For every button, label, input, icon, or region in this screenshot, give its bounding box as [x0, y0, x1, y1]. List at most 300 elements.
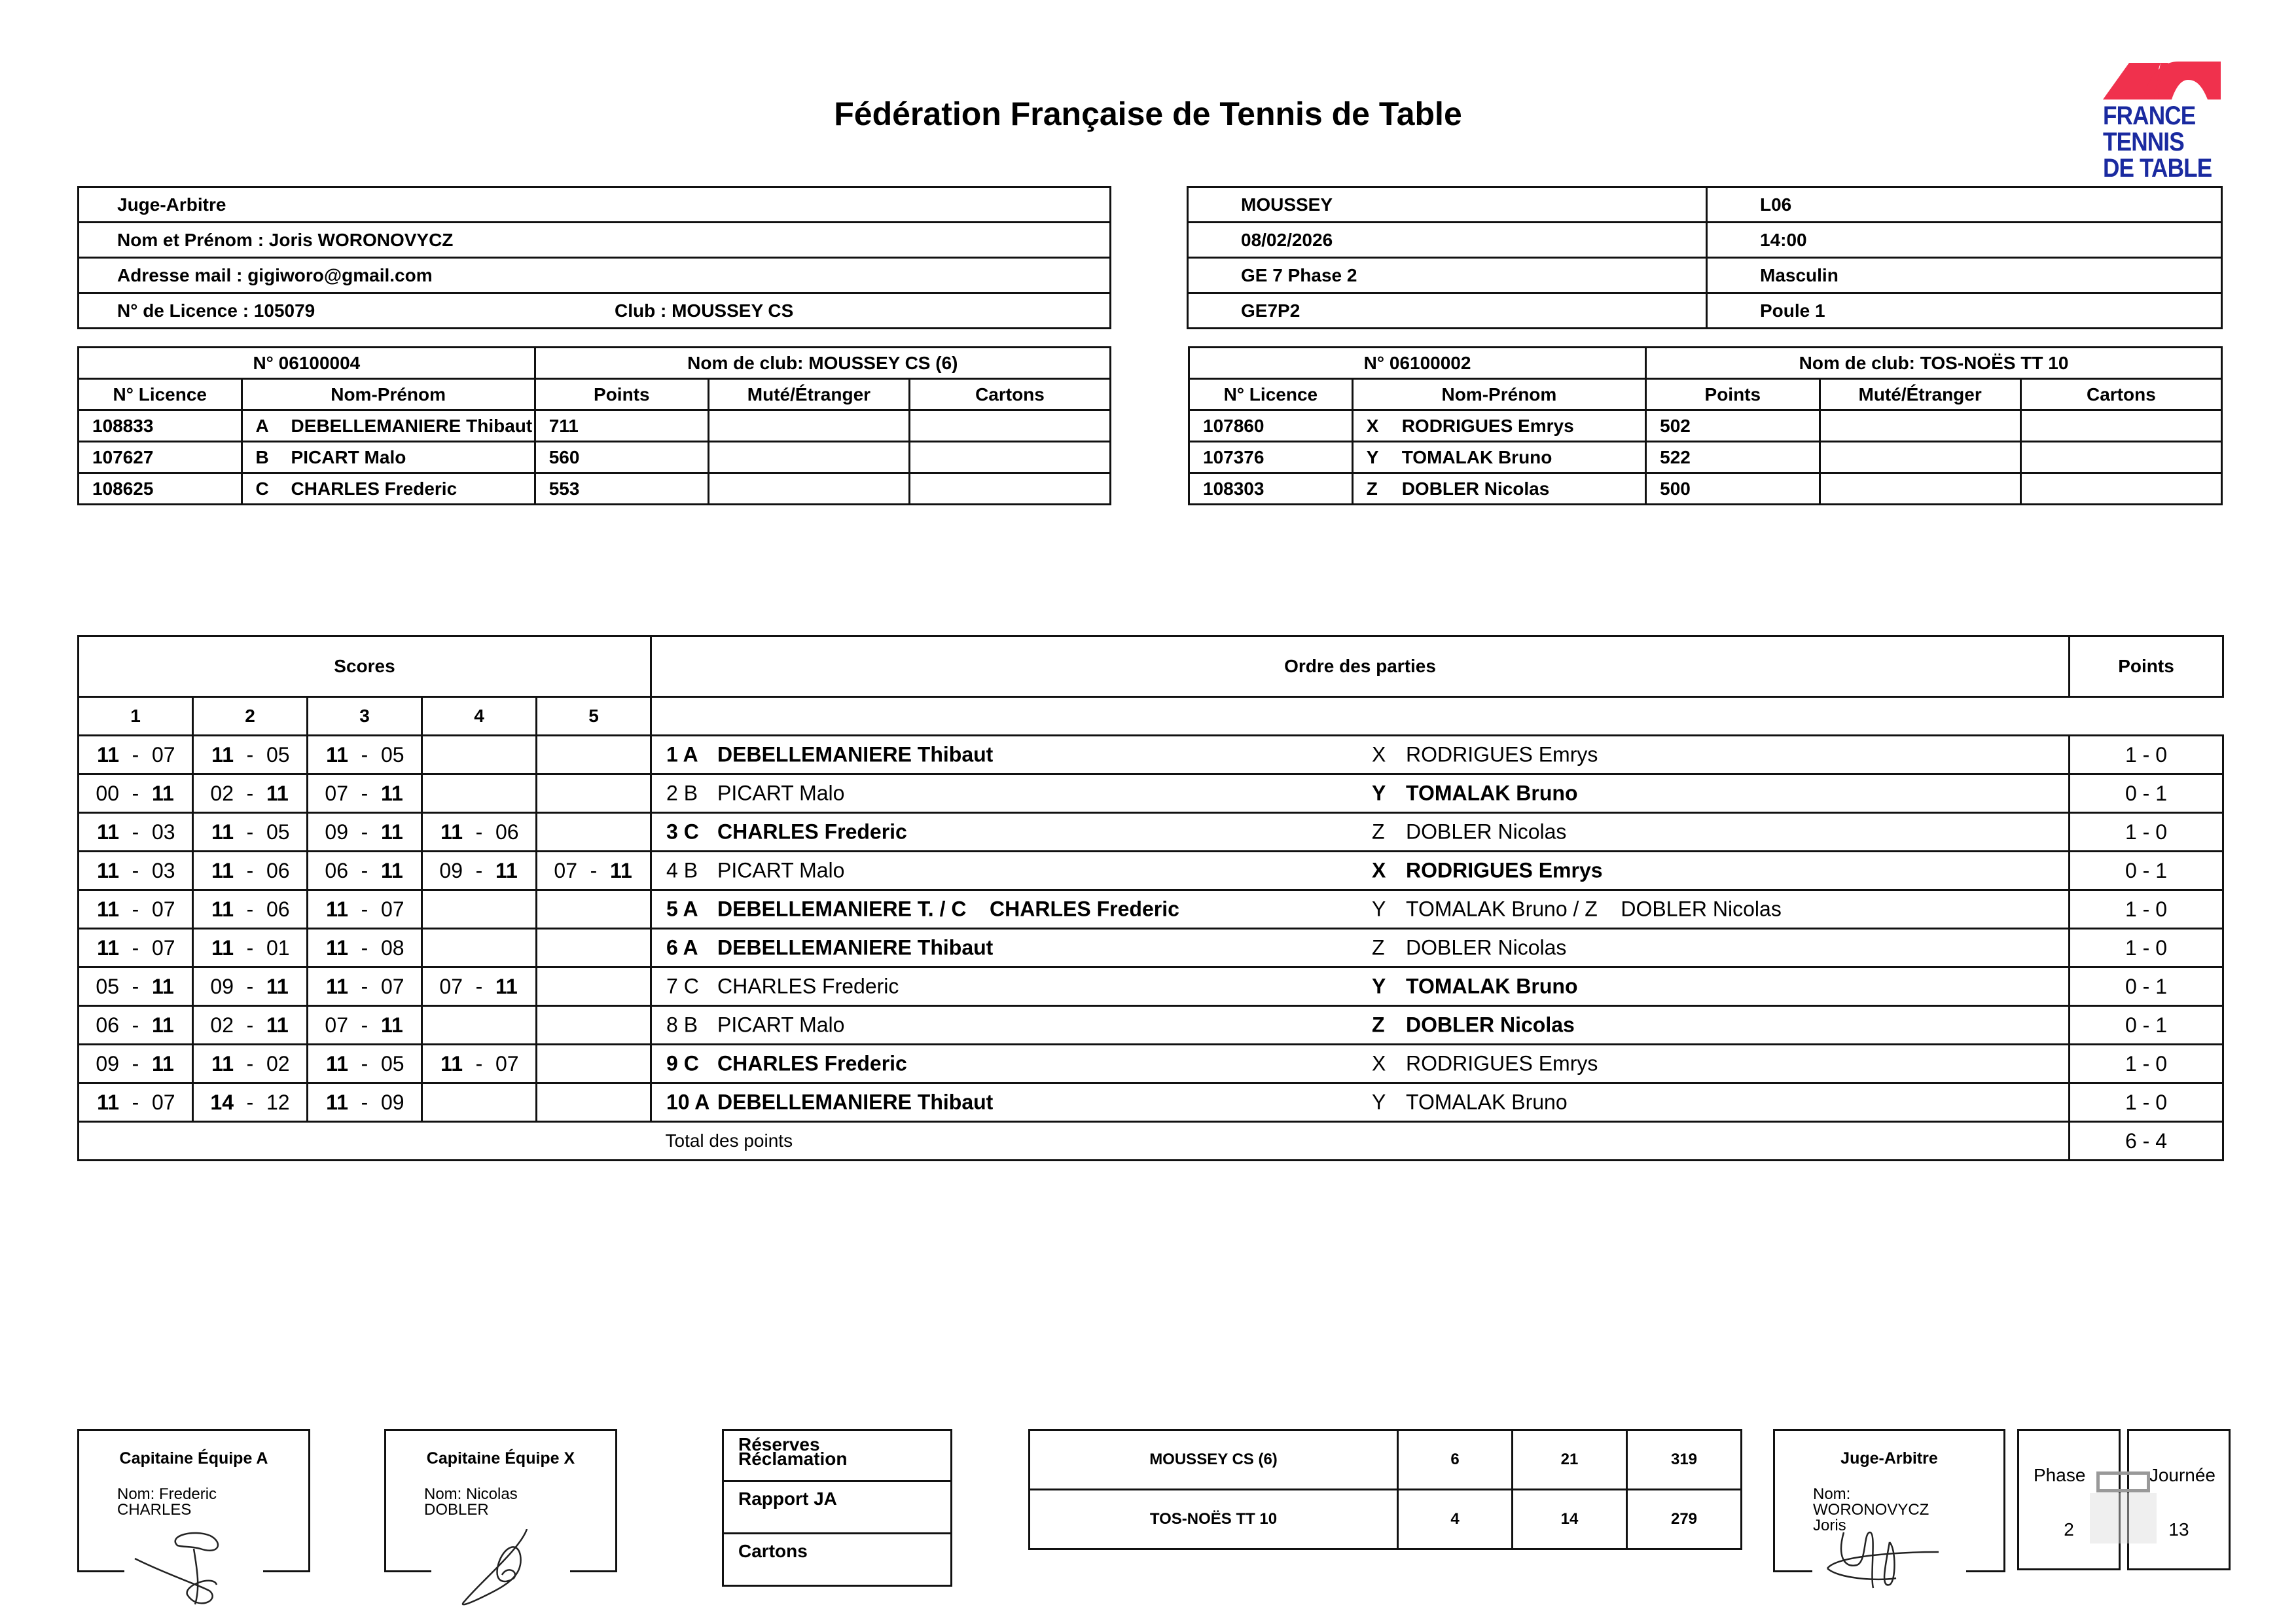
col-points: Points	[1646, 379, 1820, 410]
set-score-home: 09	[439, 858, 463, 882]
set-score	[79, 852, 193, 890]
game-home	[666, 1013, 844, 1038]
player-transfer	[708, 410, 909, 442]
set-score	[79, 813, 193, 852]
set-score	[193, 852, 308, 890]
home-player: CHARLES Frederic	[717, 974, 899, 998]
phase-label: Phase	[2034, 1465, 2086, 1485]
game-matchup	[651, 1006, 2070, 1045]
game-home	[666, 743, 993, 767]
set-score-away: 07	[152, 935, 175, 960]
game-number: 9 C	[666, 1051, 699, 1075]
set-score-home: 11	[97, 897, 119, 921]
referee-licence: N° de Licence : 105079	[79, 293, 615, 329]
player-licence: 108625	[79, 473, 242, 505]
player-letter: B	[255, 446, 269, 467]
player-name: DEBELLEMANIERE Thibaut	[291, 415, 533, 436]
home-player: PICART Malo	[717, 781, 845, 805]
set-score	[79, 1083, 193, 1122]
player-cards	[2020, 410, 2221, 442]
set-score-away: 11	[495, 974, 518, 998]
away-letter: X	[1372, 858, 1386, 882]
home-player: CHARLES Frederic	[717, 820, 907, 844]
away-player: DOBLER Nicolas	[1406, 935, 1567, 960]
totals-wins: 6	[1398, 1430, 1513, 1490]
set-score	[422, 736, 537, 774]
game-home	[666, 936, 993, 960]
score-separator: -	[246, 1013, 254, 1037]
set-score-away: 11	[610, 858, 632, 882]
game-number: 7 C	[666, 974, 699, 998]
game-away	[1372, 975, 1577, 999]
set-score	[193, 813, 308, 852]
order-subheader-blank	[651, 697, 2070, 736]
score-separator: -	[590, 858, 598, 882]
set-score-home: 07	[439, 974, 463, 998]
score-separator: -	[361, 974, 368, 998]
away-letter: X	[1372, 742, 1386, 767]
set-score-home: 11	[97, 820, 119, 844]
set-score-away: 11	[152, 1051, 174, 1075]
set-score	[537, 1083, 651, 1122]
team-a-number	[79, 348, 535, 379]
player-cards	[2020, 442, 2221, 473]
totals-row	[1030, 1430, 1742, 1490]
player-row	[1189, 410, 2222, 442]
set-score	[308, 1083, 422, 1122]
game-points: 0 - 1	[2070, 852, 2223, 890]
away-player: TOMALAK Bruno	[1406, 974, 1578, 998]
scores-header: Scores	[79, 636, 651, 697]
game-row	[79, 929, 2223, 967]
set-score-home: 06	[96, 1013, 119, 1037]
score-separator: -	[475, 820, 483, 844]
match-time: 14:00	[1707, 223, 2222, 258]
total-points: 6 - 4	[2070, 1122, 2223, 1161]
score-separator: -	[132, 897, 139, 921]
page-title: Fédération Française de Tennis de Table	[834, 96, 1462, 132]
ping-pong-logo-icon	[2103, 60, 2221, 101]
set-score-home: 14	[210, 1090, 234, 1114]
signature-icon	[1824, 1529, 1955, 1595]
game-points: 0 - 1	[2070, 774, 2223, 813]
game-number: 2 B	[666, 781, 698, 805]
away-letter: Y	[1372, 1090, 1386, 1114]
total-label: Total des points	[651, 1122, 2070, 1161]
total-blank	[79, 1122, 651, 1161]
set-score	[193, 890, 308, 929]
game-points: 1 - 0	[2070, 890, 2223, 929]
set-score-away: 12	[266, 1090, 290, 1114]
set-score-away: 07	[381, 897, 404, 921]
set-score-away: 05	[266, 742, 290, 767]
set-score-home: 06	[325, 858, 348, 882]
captain-x-surname: DOBLER	[424, 1501, 489, 1519]
game-home	[666, 782, 844, 806]
set-score	[308, 1006, 422, 1045]
set-score	[422, 890, 537, 929]
order-header: Ordre des parties	[651, 636, 2070, 697]
set-score-away: 11	[152, 781, 174, 805]
game-points: 1 - 0	[2070, 813, 2223, 852]
col-cards: Cartons	[2020, 379, 2221, 410]
set-score-away: 06	[495, 820, 519, 844]
set-score-home: 11	[440, 820, 463, 844]
home-player: DEBELLEMANIERE Thibaut	[717, 935, 994, 960]
captain-a-box	[77, 1429, 310, 1570]
game-number: 1 A	[666, 742, 698, 767]
game-home	[666, 1091, 993, 1115]
score-separator: -	[361, 858, 368, 882]
score-separator: -	[475, 974, 483, 998]
game-home	[666, 897, 1179, 922]
score-separator: -	[132, 1051, 139, 1075]
game-row	[79, 774, 2223, 813]
set-score	[79, 890, 193, 929]
away-letter: Y	[1372, 897, 1386, 921]
phase-value: 2	[2064, 1519, 2074, 1540]
away-letter: Z	[1372, 820, 1385, 844]
home-player: PICART Malo	[717, 858, 845, 882]
game-home	[666, 859, 844, 883]
set-score-away: 07	[152, 1090, 175, 1114]
game-away	[1372, 936, 1566, 960]
set-score-home: 11	[97, 935, 119, 960]
captain-x-title: Capitaine Équipe X	[426, 1449, 575, 1468]
set-score	[193, 1006, 308, 1045]
set-score-away: 07	[381, 974, 404, 998]
cards-label: Cartons	[723, 1534, 952, 1586]
scoresheet-table	[77, 635, 2224, 1161]
player-points: 502	[1646, 410, 1820, 442]
player-points: 500	[1646, 473, 1820, 505]
player-letter: Y	[1366, 446, 1379, 467]
game-points: 1 - 0	[2070, 736, 2223, 774]
score-separator: -	[246, 974, 254, 998]
player-name: TOMALAK Bruno	[1401, 446, 1552, 467]
player-licence: 108303	[1189, 473, 1353, 505]
player-transfer	[1820, 442, 2020, 473]
match-category: Masculin	[1707, 258, 2222, 293]
away-player: RODRIGUES Emrys	[1406, 1051, 1598, 1075]
game-away	[1372, 1091, 1568, 1115]
set-score	[537, 736, 651, 774]
signature-icon	[442, 1529, 560, 1608]
logo-line: TENNIS	[2103, 128, 2184, 156]
score-separator: -	[246, 820, 254, 844]
col-name: Nom-Prénom	[242, 379, 535, 410]
set-score	[308, 736, 422, 774]
score-separator: -	[132, 935, 139, 960]
set-score	[537, 1006, 651, 1045]
score-separator: -	[246, 897, 254, 921]
col-name: Nom-Prénom	[1352, 379, 1645, 410]
player-licence: 108833	[79, 410, 242, 442]
set-score	[537, 852, 651, 890]
set-score	[537, 813, 651, 852]
player-name: DOBLER Nicolas	[1401, 478, 1550, 499]
score-separator: -	[246, 742, 254, 767]
player-name: RODRIGUES Emrys	[1401, 415, 1574, 436]
captain-a-surname: CHARLES	[117, 1501, 192, 1519]
col-transfer: Muté/Étranger	[1820, 379, 2020, 410]
set-score-home: 11	[326, 974, 348, 998]
match-info-table	[1187, 186, 2223, 329]
set-score-home: 09	[96, 1051, 119, 1075]
set-score	[79, 967, 193, 1006]
player-letter: X	[1366, 415, 1379, 436]
score-separator: -	[132, 1090, 139, 1114]
away-player: DOBLER Nicolas	[1406, 1013, 1575, 1037]
team-x-table	[1188, 346, 2223, 505]
set-score-home: 11	[440, 1051, 463, 1075]
referee-info-table	[77, 186, 1111, 329]
set-score-home: 05	[96, 974, 119, 998]
game-matchup	[651, 1083, 2070, 1122]
totals-points: 319	[1627, 1430, 1742, 1490]
player-transfer	[708, 473, 909, 505]
player-row	[79, 473, 1111, 505]
referee-email: Adresse mail : gigiworo@gmail.com	[79, 258, 1111, 293]
set-label: 1	[79, 697, 193, 736]
logo-line: FRANCE	[2103, 101, 2196, 130]
away-letter: Z	[1372, 935, 1385, 960]
report-label: Rapport JA	[723, 1481, 952, 1534]
set-score	[422, 813, 537, 852]
away-player: TOMALAK Bruno / Z DOBLER Nicolas	[1406, 897, 1782, 921]
captain-x-name: Nom: Nicolas	[424, 1485, 518, 1503]
team-a-table	[77, 346, 1111, 505]
set-score-home: 11	[97, 1090, 119, 1114]
set-label: 2	[193, 697, 308, 736]
set-score	[308, 967, 422, 1006]
player-points: 711	[535, 410, 708, 442]
set-score	[79, 929, 193, 967]
score-separator: -	[361, 1090, 368, 1114]
game-number: 10 A	[666, 1090, 710, 1114]
away-player: RODRIGUES Emrys	[1406, 858, 1603, 882]
set-score-home: 02	[210, 781, 234, 805]
game-points: 1 - 0	[2070, 1045, 2223, 1083]
score-separator: -	[361, 1051, 368, 1075]
game-row	[79, 890, 2223, 929]
game-matchup	[651, 852, 2070, 890]
player-cards	[909, 473, 1110, 505]
set-score-home: 11	[326, 1051, 348, 1075]
set-score-home: 00	[96, 781, 119, 805]
team-x-number-text: N° 06100002	[1363, 352, 1471, 373]
score-separator: -	[132, 781, 139, 805]
referee-surname: WORONOVYCZ	[1813, 1501, 1929, 1519]
overlay-marker	[2096, 1471, 2150, 1492]
game-row	[79, 1045, 2223, 1083]
col-transfer: Muté/Étranger	[708, 379, 909, 410]
reclamation-label: Réclamation	[738, 1449, 848, 1469]
fftt-logo	[2103, 60, 2221, 181]
referee-box	[1773, 1429, 2005, 1570]
player-name: PICART Malo	[291, 446, 406, 467]
totals-sets: 21	[1513, 1430, 1627, 1490]
set-score-away: 11	[495, 858, 518, 882]
set-score	[193, 1045, 308, 1083]
set-score-away: 09	[381, 1090, 404, 1114]
score-separator: -	[361, 935, 368, 960]
set-score-away: 11	[266, 1013, 289, 1037]
game-number: 5 A	[666, 897, 698, 921]
set-score-away: 05	[266, 820, 290, 844]
away-letter: Y	[1372, 974, 1386, 998]
set-score-home: 11	[211, 742, 234, 767]
game-matchup	[651, 813, 2070, 852]
set-score-home: 11	[326, 897, 348, 921]
set-score-away: 05	[381, 742, 404, 767]
away-letter: X	[1372, 1051, 1386, 1075]
game-matchup	[651, 929, 2070, 967]
home-player: CHARLES Frederic	[717, 1051, 907, 1075]
overlay-shade	[2090, 1493, 2157, 1543]
set-score	[422, 1083, 537, 1122]
day-value: 13	[2168, 1519, 2189, 1540]
set-score	[193, 736, 308, 774]
score-separator: -	[475, 1051, 483, 1075]
score-separator: -	[132, 820, 139, 844]
set-score-away: 05	[381, 1051, 404, 1075]
set-score-home: 11	[211, 935, 234, 960]
away-player: TOMALAK Bruno	[1406, 1090, 1568, 1114]
set-score	[537, 890, 651, 929]
set-score	[422, 852, 537, 890]
player-name: CHARLES Frederic	[291, 478, 457, 499]
set-score	[308, 774, 422, 813]
player-transfer	[1820, 473, 2020, 505]
set-score	[422, 1006, 537, 1045]
away-letter: Z	[1372, 1013, 1385, 1037]
game-away	[1372, 897, 1782, 922]
game-number: 8 B	[666, 1013, 698, 1037]
set-score-home: 02	[210, 1013, 234, 1037]
player-row	[79, 410, 1111, 442]
referee-club: Club : MOUSSEY CS	[615, 293, 1111, 329]
score-separator: -	[475, 858, 483, 882]
set-score-away: 07	[152, 897, 175, 921]
player-points: 560	[535, 442, 708, 473]
remarks-table	[722, 1429, 952, 1587]
set-score-away: 11	[266, 781, 289, 805]
set-score-away: 11	[381, 1013, 403, 1037]
game-matchup	[651, 774, 2070, 813]
set-score-home: 09	[325, 820, 348, 844]
home-player: DEBELLEMANIERE Thibaut	[717, 1090, 994, 1114]
day-label: Journée	[2149, 1465, 2215, 1485]
game-away	[1372, 1013, 1575, 1038]
set-score-away: 03	[152, 820, 175, 844]
game-home	[666, 1052, 907, 1076]
reserves-label: Réserves	[738, 1434, 820, 1454]
game-home	[666, 975, 899, 999]
game-points: 1 - 0	[2070, 1083, 2223, 1122]
set-score	[79, 736, 193, 774]
set-score-home: 11	[211, 858, 234, 882]
logo-line: DE TABLE	[2103, 154, 2212, 183]
set-score-away: 07	[152, 742, 175, 767]
team-x-club: Nom de club: TOS-NOËS TT 10	[1646, 348, 2222, 379]
home-player: DEBELLEMANIERE T. / C CHARLES Frederic	[717, 897, 1179, 921]
match-code: L06	[1707, 187, 2222, 223]
game-row	[79, 736, 2223, 774]
away-player: TOMALAK Bruno	[1406, 781, 1578, 805]
away-letter: Y	[1372, 781, 1386, 805]
game-away	[1372, 859, 1603, 883]
col-licence: N° Licence	[79, 379, 242, 410]
set-score-home: 07	[325, 1013, 348, 1037]
game-matchup	[651, 1045, 2070, 1083]
player-points: 522	[1646, 442, 1820, 473]
score-separator: -	[132, 858, 139, 882]
col-points: Points	[535, 379, 708, 410]
set-score-away: 06	[266, 897, 290, 921]
score-separator: -	[246, 858, 254, 882]
totals-wins: 4	[1398, 1490, 1513, 1549]
set-label: 5	[537, 697, 651, 736]
totals-club: TOS-NOËS TT 10	[1030, 1490, 1398, 1549]
set-score	[308, 1045, 422, 1083]
set-score-home: 11	[211, 897, 234, 921]
set-score	[193, 929, 308, 967]
set-score-home: 11	[326, 742, 348, 767]
set-score-home: 07	[325, 781, 348, 805]
game-away	[1372, 820, 1566, 844]
game-row	[79, 852, 2223, 890]
set-score	[193, 1083, 308, 1122]
set-score	[193, 774, 308, 813]
game-points: 1 - 0	[2070, 929, 2223, 967]
match-date: 08/02/2026	[1188, 223, 1707, 258]
score-separator: -	[361, 742, 368, 767]
home-player: PICART Malo	[717, 1013, 845, 1037]
game-number: 3 C	[666, 820, 699, 844]
player-cards	[909, 410, 1110, 442]
set-score-home: 09	[210, 974, 234, 998]
away-player: DOBLER Nicolas	[1406, 820, 1567, 844]
set-score-away: 03	[152, 858, 175, 882]
set-label: 3	[308, 697, 422, 736]
captain-x-box	[384, 1429, 617, 1570]
set-score	[422, 967, 537, 1006]
set-score	[537, 929, 651, 967]
score-separator: -	[361, 781, 368, 805]
set-score-home: 11	[97, 858, 119, 882]
match-pool: Poule 1	[1707, 293, 2222, 329]
player-transfer	[708, 442, 909, 473]
set-score-away: 02	[266, 1051, 290, 1075]
set-score-away: 11	[381, 781, 403, 805]
set-score	[79, 1045, 193, 1083]
set-score-home: 07	[554, 858, 577, 882]
set-score	[308, 890, 422, 929]
score-separator: -	[361, 897, 368, 921]
points-subheader-blank	[2070, 697, 2223, 736]
set-score-away: 01	[266, 935, 290, 960]
set-score	[79, 774, 193, 813]
game-matchup	[651, 890, 2070, 929]
player-transfer	[1820, 410, 2020, 442]
player-letter: C	[255, 478, 269, 499]
score-separator: -	[246, 935, 254, 960]
player-row	[1189, 442, 2222, 473]
team-a-number-text: N° 06100004	[253, 352, 361, 373]
game-row	[79, 813, 2223, 852]
game-away	[1372, 743, 1598, 767]
